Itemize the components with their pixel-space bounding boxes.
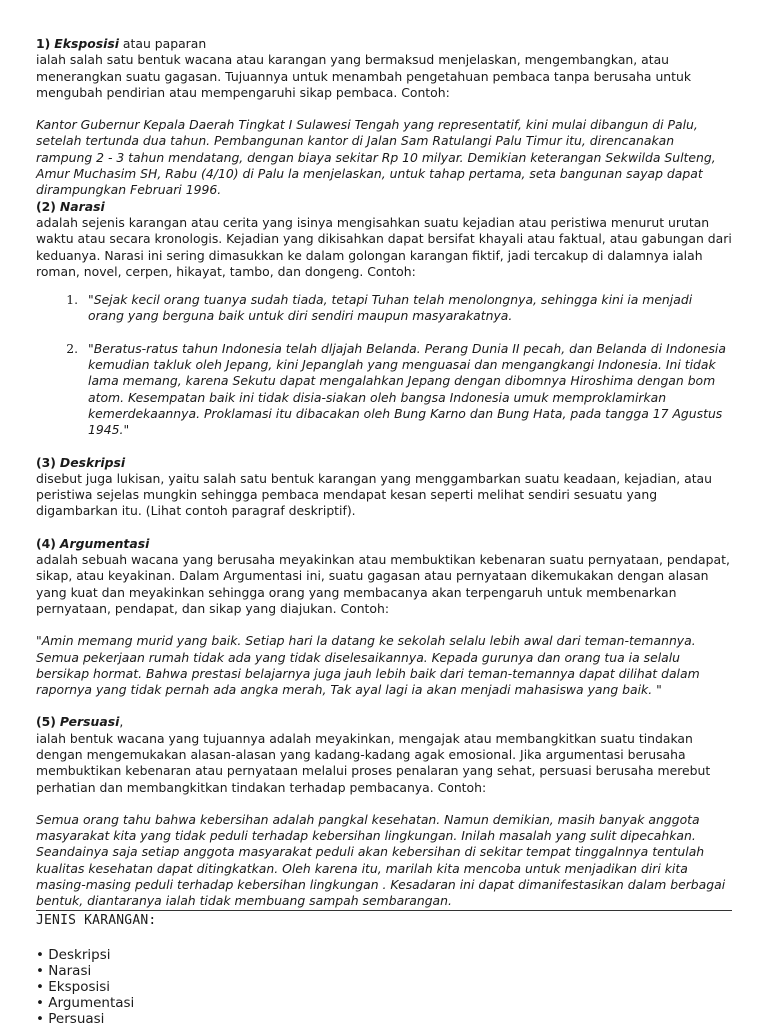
heading-deskripsi: [36, 455, 732, 471]
jenis-list: [36, 947, 732, 1027]
argumentasi-example: "Amin memang murid yang baik. Setiap hari la datang ke sekolah selalu lebih awal dari teman-temannya. Semua pekerjaan rumah tidak ada yang tidak diselesaikannya. Kepada gurunya dan orang tua ia selalu bersikap hormat. Bahwa prestasi belajarnya juga jauh lebih baik dari teman-temannya dapat dilihat dalam rapornya yang tidak pernah ada angka merah, Tak ayal lagi ia akan menjadi mahasiswa yang baik. ": [36, 633, 700, 698]
list-item: • Narasi: [36, 963, 732, 979]
section-term: Argumentasi: [59, 535, 150, 551]
section-number: (2): [36, 198, 56, 214]
argumentasi-body: adalah sebuah wacana yang berusaha meyakinkan atau membuktikan kebenaran suatu pernyataan, pendapat, sikap, atau keyakinan. Dalam Argumentasi ini, suatu gagasan atau pernyataan dikemukakan dengan alasan yang kuat dan meyakinkan sehingga orang yang membacanya akan terpengaruh untuk membenarkan pernyataan, pendapat, dan sikap yang diajukan. Contoh:: [36, 552, 730, 616]
eksposisi-example: Kantor Gubernur Kepala Daerah Tingkat I Sulawesi Tengah yang representatif, kini mulai dibangun di Palu, setelah tertunda dua tahun. Pembangunan kantor di Jalan Sam Ratulangi Palu Timur itu, direncanakan rampung 2 - 3 tahun mendatang, dengan biaya sekitar Rp 10 milyar. Demikian keterangan Sekwilda Sulteng, Amur Muchasim SH, Rabu (4/10) di Palu la menjelaskan, untuk tahap pertama, seta bangunan sayap dapat dirampungkan Februari 1996.: [36, 117, 716, 198]
section-number: 1): [36, 36, 51, 51]
deskripsi-body: disebut juga lukisan, yaitu salah satu bentuk karangan yang menggambarkan suatu keadaan, kejadian, atau peristiwa sejelas mungkin sehingga pembaca mendapat kesan seperti melihat sendiri sesuatu yang digambarkan itu. (Lihat contoh paragraf deskriptif).: [36, 470, 713, 519]
section-narasi: [36, 199, 732, 439]
section-number: (5): [36, 714, 56, 730]
section-argumentasi: [36, 536, 732, 699]
section-suffix: atau paparan: [118, 36, 207, 51]
heading-persuasi: [36, 714, 732, 730]
persuasi-body: ialah bentuk wacana yang tujuannya adalah meyakinkan, mengajak atau membangkitkan suatu tindakan dengan mengemukakan alasan-alasan yang kadang-kadang agak emosional. Jika argumentasi berusaha membuktikan kebenaran atau pernyataan melalui proses penalaran yang sehat, persuasi berusaha merebut perhatian dan membangkitkan tindakan terhadap pembacanya. Contoh:: [36, 730, 711, 795]
jenis-karangan: [36, 910, 732, 1027]
persuasi-example: Semua orang tahu bahwa kebersihan adalah pangkal kesehatan. Namun demikian, masih banyak anggota masyarakat kita yang tidak peduli terhadap kebersihan lingkungan. Inilah masalah yang sulit dipecahkan. Seandainya saja setiap anggota masyarakat peduli akan kebersihan di sekitar tempat tinggalnnya tentulah kualitas kesehatan dapat ditingkatkan. Oleh karena itu, marilah kita mencoba untuk menjadikan diri kita masing-masing peduli terhadap kebersihan lingkungan . Kesadaran ini dapat dimanifestasikan dalam berbagai bentuk, diantaranya ialah tidak membuang sampah sembarangan.: [36, 811, 726, 909]
section-eksposisi: [36, 36, 732, 199]
list-item: • Argumentasi: [36, 995, 732, 1011]
list-item: • Persuasi: [36, 1011, 732, 1027]
section-suffix: ,: [119, 714, 124, 730]
section-term: Deskripsi: [59, 454, 126, 470]
section-persuasi: [36, 714, 732, 909]
list-item: • Eksposisi: [36, 979, 732, 995]
jenis-title: JENIS KARANGAN:: [36, 910, 732, 929]
section-number: (4): [36, 535, 56, 551]
heading-argumentasi: [36, 536, 732, 552]
narasi-body: adalah sejenis karangan atau cerita yang isinya mengisahkan suatu kejadian atau peristiwa menurut urutan waktu atau secara kronologis. Kejadian yang dikisahkan dapat bersifat khayali atau faktual, atau gabungan dari keduanya. Narasi ini sering dimasukkan ke dalam golongan karangan fiktif, jadi tercakup di dalamnya ialah roman, novel, cerpen, hikayat, tambo, dan dongeng. Contoh:: [36, 214, 732, 279]
section-number: (3): [36, 454, 56, 470]
heading-narasi: [36, 199, 732, 215]
eksposisi-body: ialah salah satu bentuk wacana atau karangan yang bermaksud menjelaskan, mengembangkan, atau menerangkan suatu gagasan. Tujuannya untuk menambah pengetahuan pembaca tanpa berusaha untuk mengubah pendirian atau mempengaruhi sikap pembaca. Contoh:: [36, 52, 692, 100]
narasi-example-item: 1. "Sejak kecil orang tuanya sudah tiada, tetapi Tuhan telah menolongnya, sehingga kini ia menjadi orang yang berguna baik untuk diri sendiri maupun masyarakatnya.: [82, 292, 732, 325]
narasi-example-list: [36, 292, 732, 438]
section-term: Persuasi: [59, 714, 120, 730]
section-term: Narasi: [59, 198, 105, 214]
narasi-example-item: 2. "Beratus-ratus tahun Indonesia telah dljajah Belanda. Perang Dunia II pecah, dan Belanda di Indonesia kemudian takluk oleh Jepang, kini Jepanglah yang menguasai dan mengangkangi Indonesia. Ini tidak lama memang, karena Sekutu dapat mengalahkan Jepang dengan dibomnya Hiroshima dengan bom atom. Kesempatan baik ini tidak disia-siakan oleh bangsa Indonesia umuk memproklamirkan kemerdekaannya. Proklamasi itu dibacakan oleh Bung Karno dan Bung Hata, pada tangga 17 Agustus 1945.": [82, 341, 732, 439]
section-deskripsi: [36, 455, 732, 520]
heading-eksposisi: [36, 36, 732, 52]
list-item: • Deskripsi: [36, 947, 732, 963]
section-term: Eksposisi: [54, 36, 119, 51]
